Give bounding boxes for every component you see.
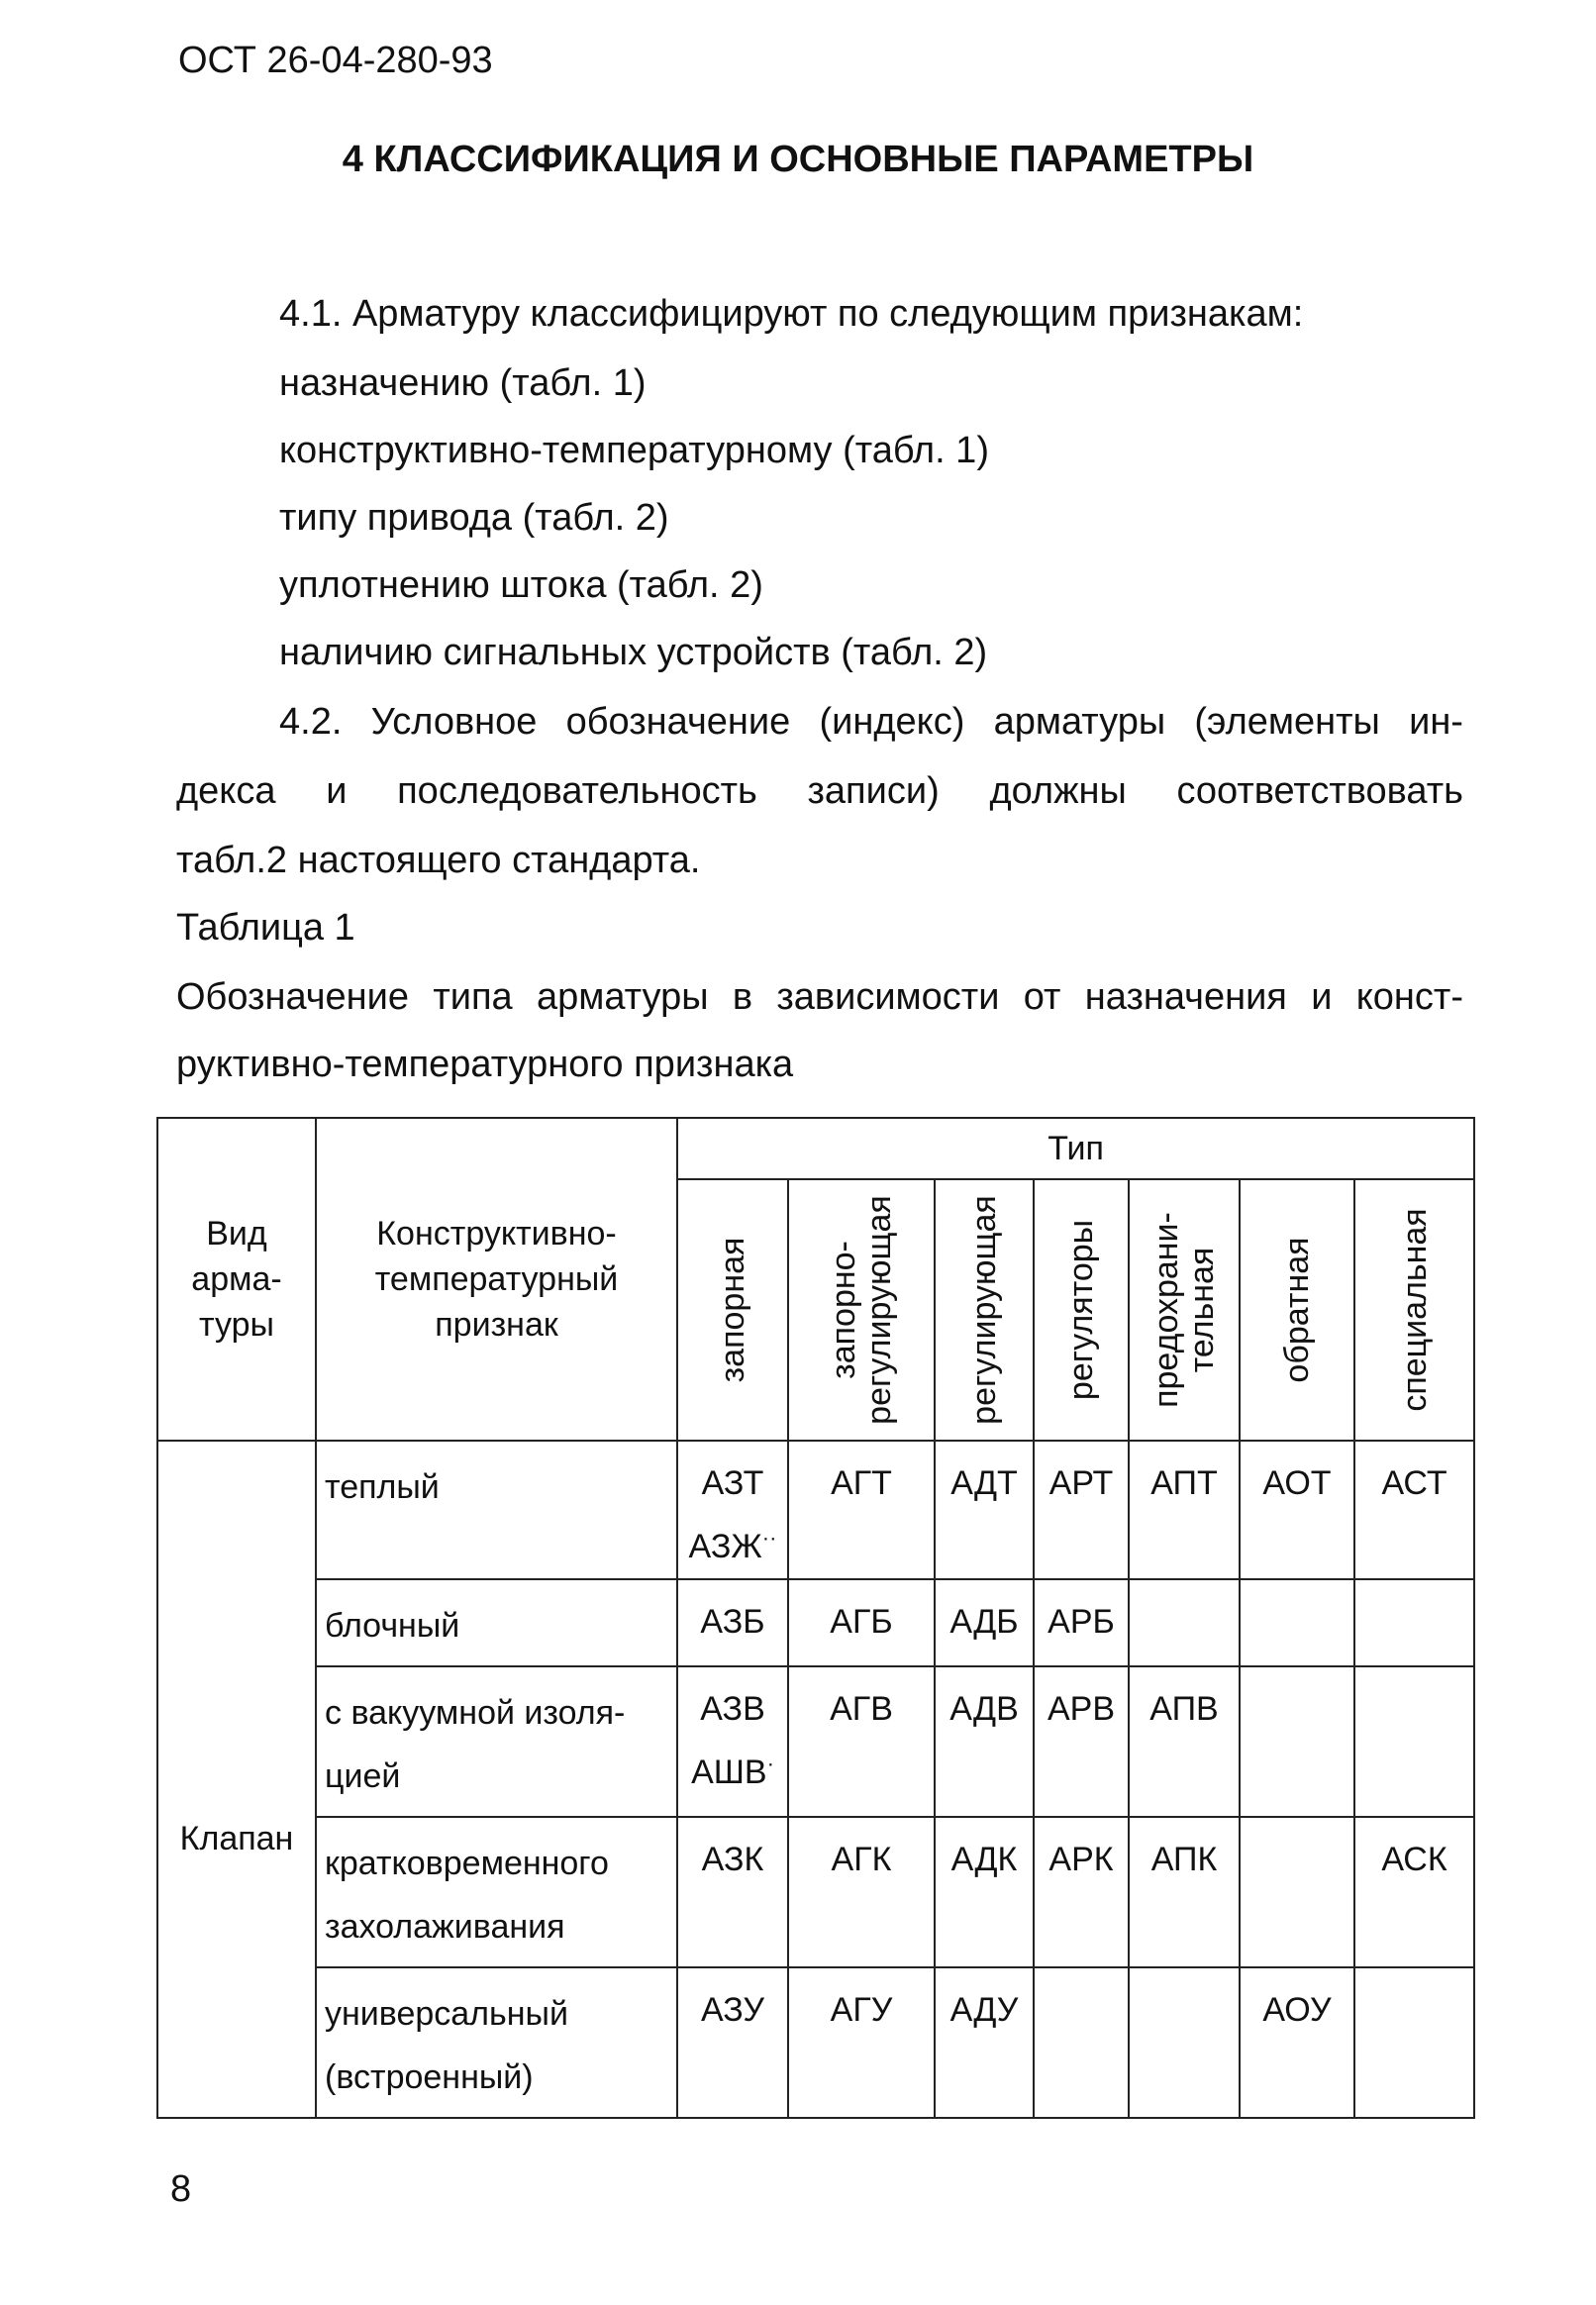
type-code-cell — [1129, 1967, 1240, 2118]
word: записи) — [807, 770, 940, 812]
type-code-cell: АГВ — [788, 1666, 935, 1817]
type-code-cell: АДК — [935, 1817, 1034, 1967]
type-code-cell: АЗБ — [677, 1579, 788, 1666]
para-4-2-line-1 — [279, 703, 1463, 741]
type-code-cell: АПТ — [1129, 1441, 1240, 1579]
table-caption-line-2: руктивно-температурного признака — [176, 1044, 794, 1085]
header-type-label: регуляторы — [1062, 1219, 1100, 1401]
header-type-5 — [1240, 1179, 1354, 1441]
word: должны — [989, 770, 1127, 812]
type-code-cell: АРБ — [1034, 1579, 1129, 1666]
word: (индекс) — [819, 701, 965, 743]
type-code-cell: АГБ — [788, 1579, 935, 1666]
header-type-4 — [1129, 1179, 1240, 1441]
type-code-cell: АОУ — [1240, 1967, 1354, 2118]
type-code-cell: АРВ — [1034, 1666, 1129, 1817]
type-code-cell: АДУ — [935, 1967, 1034, 2118]
row-priznak: с вакуумной изоля- цией — [316, 1666, 677, 1817]
word: последовательность — [397, 770, 757, 812]
header-type-1 — [788, 1179, 935, 1441]
header-type-3 — [1034, 1179, 1129, 1441]
type-code-cell: АГК — [788, 1817, 935, 1967]
para-4-1-line-6: наличию сигнальных устройств (табл. 2) — [279, 632, 988, 673]
word: и — [326, 770, 348, 812]
word: конст- — [1355, 976, 1463, 1018]
type-code-cell — [1354, 1967, 1474, 2118]
type-code-cell: АСТ — [1354, 1441, 1474, 1579]
type-code-cell: АДБ — [935, 1579, 1034, 1666]
header-type-label: обратная — [1278, 1237, 1316, 1383]
word: соответствовать — [1176, 770, 1463, 812]
row-priznak: универсальный (встроенный) — [316, 1967, 677, 2118]
word: в — [732, 976, 753, 1018]
word: арматуры — [536, 976, 709, 1018]
row-priznak: теплый — [316, 1441, 677, 1579]
header-type-label: предохрани- тельная — [1147, 1212, 1221, 1408]
word: зависимости — [776, 976, 1000, 1018]
type-code-cell: АОТ — [1240, 1441, 1354, 1579]
word: Обозначение — [176, 976, 410, 1018]
header-type-label: запорная — [714, 1237, 751, 1383]
header-type-6 — [1354, 1179, 1474, 1441]
table-caption-line-1 — [176, 978, 1463, 1016]
type-code-cell — [1354, 1579, 1474, 1666]
type-code-cell: АГТ — [788, 1441, 935, 1579]
row-priznak: блочный — [316, 1579, 677, 1666]
header-priznak: Конструктивно- температурный признак — [316, 1118, 677, 1441]
word: декса — [176, 770, 276, 812]
word: обозначение — [565, 701, 791, 743]
type-code-cell: АГУ — [788, 1967, 935, 2118]
type-code-cell: АЗТ АЗЖ·· — [677, 1441, 788, 1579]
para-4-1-line-5: уплотнению штока (табл. 2) — [279, 564, 763, 606]
para-4-1-line-3: конструктивно-температурному (табл. 1) — [279, 430, 989, 471]
vid-klapan: Клапан — [157, 1441, 316, 2118]
header-type-0 — [677, 1179, 788, 1441]
word: ин- — [1409, 701, 1463, 743]
word: и — [1311, 976, 1333, 1018]
type-code-cell: АПВ — [1129, 1666, 1240, 1817]
doc-code: ОСТ 26-04-280-93 — [178, 40, 493, 81]
word: назначения — [1084, 976, 1287, 1018]
word: от — [1023, 976, 1061, 1018]
header-type-label: специальная — [1395, 1208, 1434, 1412]
type-code-cell — [1240, 1579, 1354, 1666]
type-code-cell: АДТ — [935, 1441, 1034, 1579]
word: арматуры — [993, 701, 1166, 743]
header-vid: Вид арма- туры — [157, 1118, 316, 1441]
header-type-label: регулирующая — [965, 1195, 1003, 1425]
header-type-2 — [935, 1179, 1034, 1441]
type-code-cell: АЗВ АШВ· — [677, 1666, 788, 1817]
para-4-1-line-1: 4.1. Арматуру классифицируют по следующим признакам: — [279, 293, 1304, 335]
header-tip: Тип — [677, 1118, 1474, 1179]
type-code-cell — [1240, 1666, 1354, 1817]
type-code-cell: АСК — [1354, 1817, 1474, 1967]
type-code-cell: АПК — [1129, 1817, 1240, 1967]
word: типа — [433, 976, 513, 1018]
para-4-1-line-2: назначению (табл. 1) — [279, 362, 647, 404]
para-4-2-line-2 — [176, 772, 1463, 810]
footnote-mark: ·· — [761, 1525, 777, 1551]
word: (элементы — [1194, 701, 1380, 743]
type-code-cell: АДВ — [935, 1666, 1034, 1817]
section-title: 4 КЛАССИФИКАЦИЯ И ОСНОВНЫЕ ПАРАМЕТРЫ — [342, 139, 1254, 180]
classification-table — [156, 1117, 1475, 2119]
footnote-mark: · — [766, 1751, 774, 1776]
type-code-cell: АРК — [1034, 1817, 1129, 1967]
type-code-cell: АРТ — [1034, 1441, 1129, 1579]
header-type-label: запорно- регулирующая — [825, 1195, 898, 1425]
type-code-cell: АЗУ — [677, 1967, 788, 2118]
type-code-cell — [1129, 1579, 1240, 1666]
word: Условное — [370, 701, 538, 743]
type-code-cell — [1354, 1666, 1474, 1817]
para-4-1-line-4: типу привода (табл. 2) — [279, 497, 669, 539]
row-priznak: кратковременного захолаживания — [316, 1817, 677, 1967]
type-code-cell — [1240, 1817, 1354, 1967]
type-code-cell — [1034, 1967, 1129, 2118]
type-code-cell: АЗК — [677, 1817, 788, 1967]
table-label: Таблица 1 — [176, 907, 355, 949]
para-4-2-line-3: табл.2 настоящего стандарта. — [176, 840, 701, 881]
word: 4.2. — [279, 701, 343, 743]
page-number: 8 — [170, 2168, 192, 2210]
